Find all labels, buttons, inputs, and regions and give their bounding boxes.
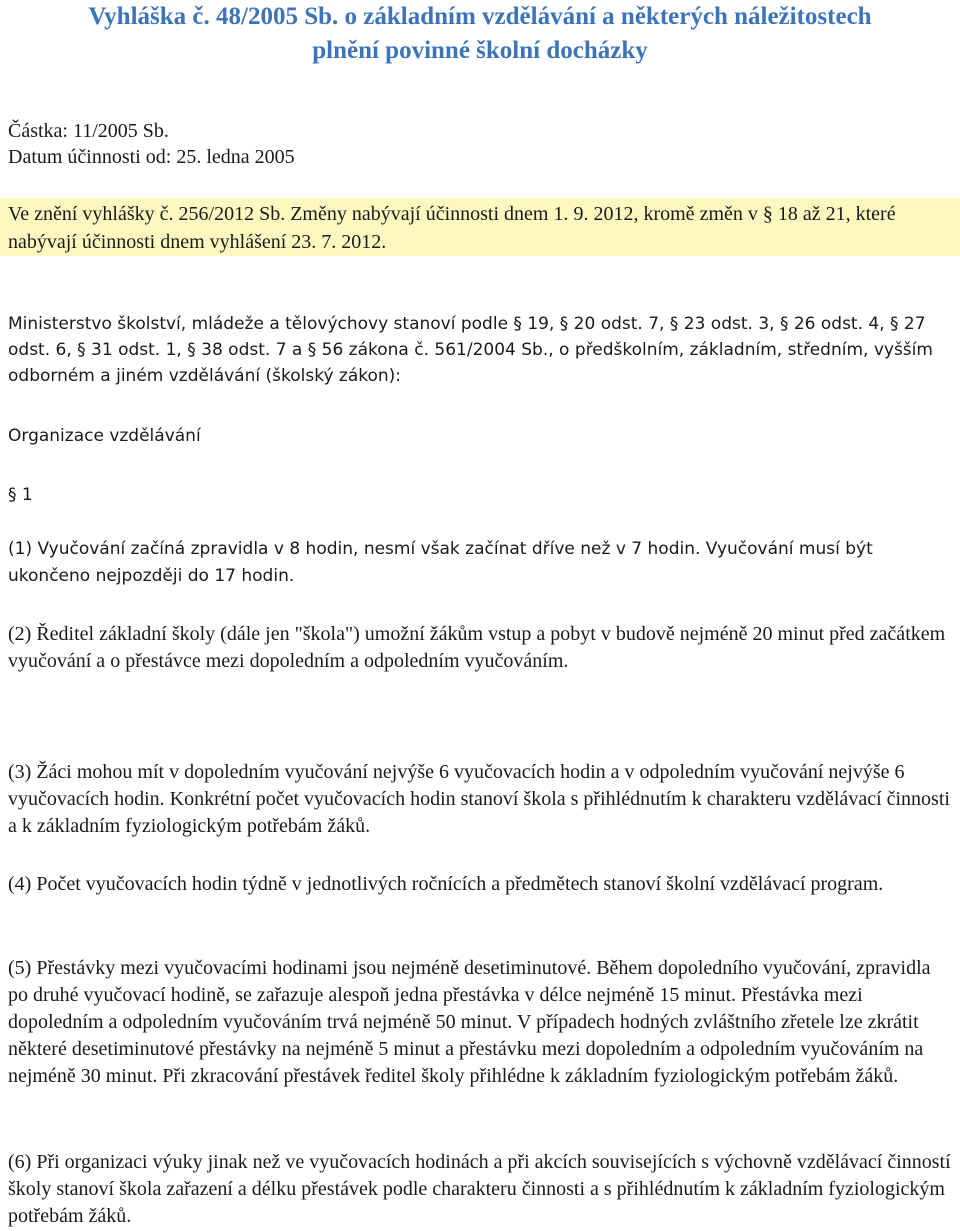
paragraph-3: (3) Žáci mohou mít v dopoledním vyučování nejvýše 6 vyučovacích hodin a v odpoledním vyučování nejvýše 6 vyučovacích hodin. Konkrétní počet vyučovacích hodin stanoví škola s přihlédnutím k charakteru vzdělávací činnosti a k základním fyziologickým potřebám žáků. <box>8 761 950 837</box>
paragraph-5: (5) Přestávky mezi vyučovacími hodinami jsou nejméně desetiminutové. Během dopoledního vyučování, zpravidla po druhé vyučovací hodině, se zařazuje alespoň jedna přestávka v délce nejméně 15 minut. Přestávka mezi dopoledním a odpoledním vyučováním trvá nejméně 50 minut. V případech hodných zvláštního zřetele lze zkrátit některé desetiminutové přestávky na nejméně 5 minut a přestávku mezi dopoledním a odpoledním vyučováním na nejméně 30 minut. Při zkracování přestávek ředitel školy přihlédne k základním fyziologickým potřebám žáků. <box>8 957 931 1087</box>
amendment-note: Ve znění vyhlášky č. 256/2012 Sb. Změny nabývají účinnosti dnem 1. 9. 2012, kromě změn v § 18 až 21, které nabývají účinnosti dnem vyhlášení 23. 7. 2012. <box>8 203 896 253</box>
paragraph-4: (4) Počet vyučovacích hodin týdně v jednotlivých ročnících a předmětech stanoví školní vzdělávací program. <box>8 873 884 895</box>
intro-paragraph: Ministerstvo školství, mládeže a tělovýchovy stanoví podle § 19, § 20 odst. 7, § 23 odst. 3, § 26 odst. 4, § 27 odst. 6, § 31 odst. 1, § 38 odst. 7 a § 56 zákona č. 561/2004 Sb., o předškolním, základním, středním, vyšším odborném a jiném vzdělávání (školský zákon): <box>8 314 933 386</box>
document-metadata <box>8 118 295 170</box>
castka-label: Částka: 11/2005 Sb. <box>8 120 169 142</box>
paragraph-2: (2) Ředitel základní školy (dále jen "škola") umožní žákům vstup a pobyt v budově nejméně 20 minut před začátkem vyučování a o přestávce mezi dopoledním a odpoledním vyučováním. <box>8 623 946 672</box>
document-title <box>8 0 952 68</box>
document <box>8 0 952 1227</box>
paragraph-6: (6) Při organizaci výuky jinak než ve vyučovacích hodinách a při akcích souvisejících s výchovně vzdělávací činností školy stanoví škola zařazení a délku přestávek podle charakteru činnosti a s přihlédnutím k základním fyziologickým potřebám žáků. <box>8 1151 951 1227</box>
section-heading: Organizace vzdělávání <box>8 426 201 446</box>
paragraph-1: (1) Vyučování začíná zpravidla v 8 hodin, nesmí však začínat dříve než v 7 hodin. Vyučování musí být ukončeno nejpozději do 17 hodin. <box>8 539 873 586</box>
paragraph-number: § 1 <box>8 485 33 505</box>
title-line-2: plnění povinné školní docházky <box>312 37 648 64</box>
effective-date: Datum účinnosti od: 25. ledna 2005 <box>8 146 295 168</box>
title-line-1: Vyhláška č. 48/2005 Sb. o základním vzdělávání a některých náležitostech <box>88 3 872 30</box>
